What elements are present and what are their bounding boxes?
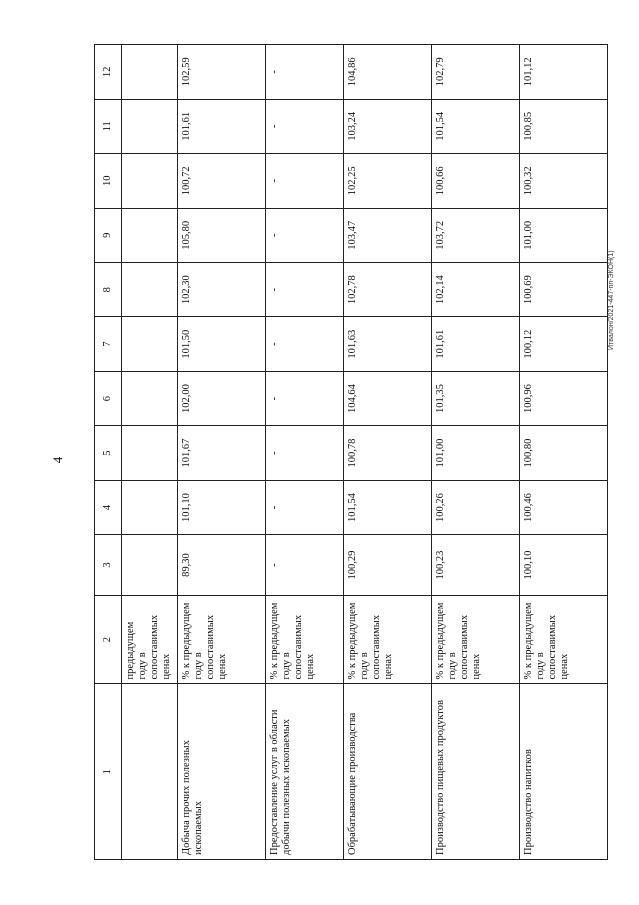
value-cell: [122, 208, 178, 262]
value-cell: 100,23: [432, 535, 520, 596]
row-unit-cell: предыдущем году в сопоставимых ценах: [122, 595, 178, 684]
value-cell: [122, 480, 178, 534]
value-cell: 100,29: [344, 535, 432, 596]
value-cell: [122, 45, 178, 100]
value-cell: 101,10: [178, 480, 266, 534]
value-cell: 100,32: [520, 154, 608, 208]
value-cell: 105,80: [178, 208, 266, 262]
value-cell: -: [266, 480, 344, 534]
value-cell: 100,78: [344, 426, 432, 480]
row-name-cell: Обрабатывающие производства: [344, 684, 432, 860]
value-cell: 104,86: [344, 45, 432, 100]
value-cell: 100,80: [520, 426, 608, 480]
column-header: 5: [95, 426, 122, 480]
value-cell: 102,14: [432, 262, 520, 316]
value-cell: 101,12: [520, 45, 608, 100]
value-cell: 101,63: [344, 317, 432, 371]
value-cell: 103,72: [432, 208, 520, 262]
value-cell: -: [266, 262, 344, 316]
value-cell: 100,46: [520, 480, 608, 534]
value-cell: [122, 262, 178, 316]
value-cell: 100,10: [520, 535, 608, 596]
data-table: [94, 44, 608, 860]
row-name-cell: Предоставление услуг в области добычи полезных ископаемых: [266, 684, 344, 860]
column-header: 9: [95, 208, 122, 262]
column-header: 4: [95, 480, 122, 534]
column-number-row: [95, 45, 122, 860]
value-cell: 102,30: [178, 262, 266, 316]
value-cell: -: [266, 154, 344, 208]
value-cell: -: [266, 535, 344, 596]
value-cell: 104,64: [344, 371, 432, 425]
value-cell: -: [266, 45, 344, 100]
value-cell: 101,50: [178, 317, 266, 371]
value-cell: 100,26: [432, 480, 520, 534]
value-cell: 103,47: [344, 208, 432, 262]
column-header: 11: [95, 99, 122, 153]
value-cell: 101,61: [178, 99, 266, 153]
value-cell: 101,54: [432, 99, 520, 153]
value-cell: -: [266, 426, 344, 480]
column-header: 12: [95, 45, 122, 100]
value-cell: [122, 154, 178, 208]
rotated-page-content: [94, 44, 584, 860]
value-cell: 102,59: [178, 45, 266, 100]
row-name-cell: Производство пищевых продуктов: [432, 684, 520, 860]
value-cell: 100,85: [520, 99, 608, 153]
value-cell: [122, 99, 178, 153]
table-row: [122, 45, 178, 860]
column-header: 8: [95, 262, 122, 316]
column-header: 10: [95, 154, 122, 208]
row-name-cell: [122, 684, 178, 860]
value-cell: -: [266, 371, 344, 425]
value-cell: 100,69: [520, 262, 608, 316]
value-cell: -: [266, 317, 344, 371]
column-header: 7: [95, 317, 122, 371]
value-cell: 100,12: [520, 317, 608, 371]
value-cell: 101,35: [432, 371, 520, 425]
value-cell: 102,78: [344, 262, 432, 316]
value-cell: 100,96: [520, 371, 608, 425]
value-cell: 103,24: [344, 99, 432, 153]
row-unit-cell: % к предыдущем году в сопоставимых ценах: [520, 595, 608, 684]
table-row: [344, 45, 432, 860]
value-cell: [122, 371, 178, 425]
value-cell: 102,25: [344, 154, 432, 208]
value-cell: 100,72: [178, 154, 266, 208]
row-unit-cell: % к предыдущем году в сопоставимых ценах: [178, 595, 266, 684]
value-cell: [122, 317, 178, 371]
column-header: 3: [95, 535, 122, 596]
column-header: 1: [95, 684, 122, 860]
page-number: 4: [50, 456, 65, 464]
row-name-cell: Добыча прочих полезных ископаемых: [178, 684, 266, 860]
value-cell: 102,79: [432, 45, 520, 100]
value-cell: 101,00: [520, 208, 608, 262]
value-cell: [122, 535, 178, 596]
row-unit-cell: % к предыдущем году в сопоставимых ценах: [344, 595, 432, 684]
table-row: [178, 45, 266, 860]
value-cell: 101,54: [344, 480, 432, 534]
row-name-cell: Производство напитков: [520, 684, 608, 860]
value-cell: 101,61: [432, 317, 520, 371]
row-unit-cell: % к предыдущем году в сопоставимых ценах: [266, 595, 344, 684]
column-header: 2: [95, 595, 122, 684]
table-row: [266, 45, 344, 860]
value-cell: -: [266, 208, 344, 262]
value-cell: [122, 426, 178, 480]
value-cell: 89,30: [178, 535, 266, 596]
table-body: [122, 45, 608, 860]
table-row: [520, 45, 608, 860]
value-cell: 101,67: [178, 426, 266, 480]
value-cell: 102,00: [178, 371, 266, 425]
value-cell: -: [266, 99, 344, 153]
value-cell: 101,00: [432, 426, 520, 480]
document-id: Итвалон/2021-447-пп-ЭКОН(1): [608, 250, 615, 350]
table-row: [432, 45, 520, 860]
table-area: [94, 44, 584, 860]
column-header: 6: [95, 371, 122, 425]
row-unit-cell: % к предыдущем году в сопоставимых ценах: [432, 595, 520, 684]
value-cell: 100,66: [432, 154, 520, 208]
